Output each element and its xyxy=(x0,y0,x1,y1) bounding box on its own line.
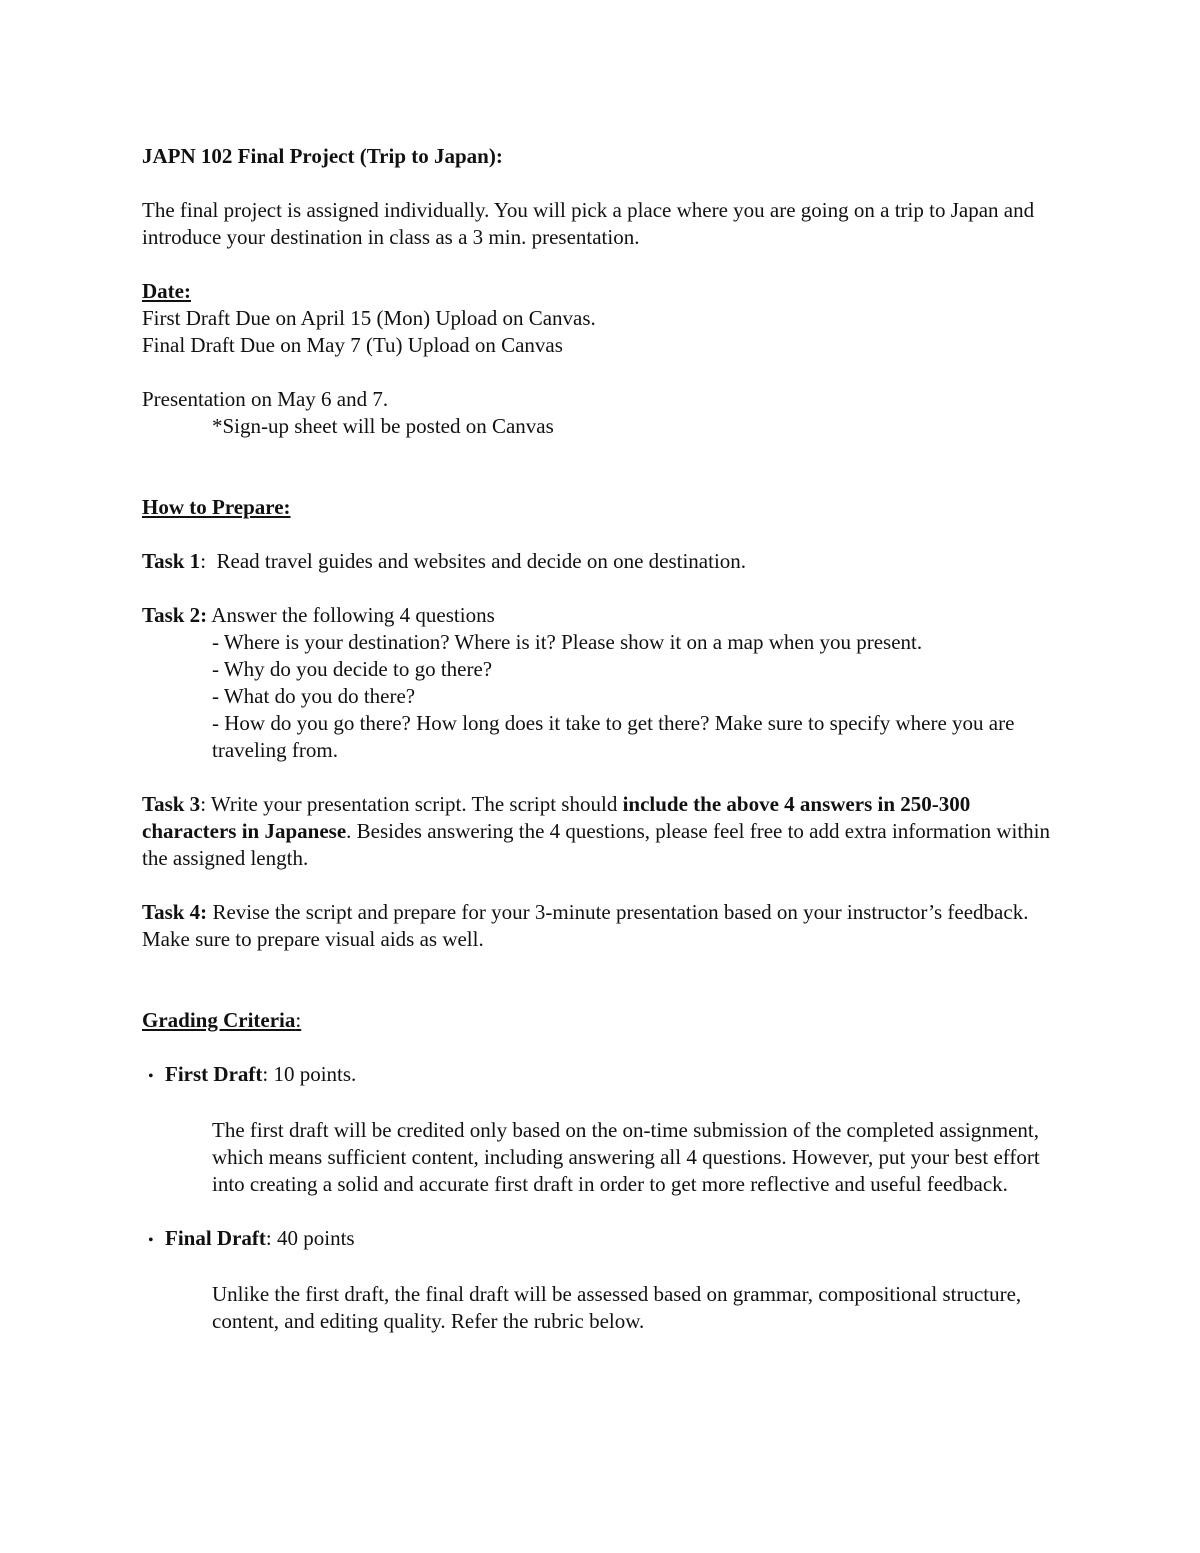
task-3 xyxy=(142,791,1062,872)
task-4-label: Task 4: xyxy=(142,900,208,924)
grading-item-description: Unlike the first draft, the final draft will be assessed based on grammar, compositional structure, content, and editing quality. Refer the rubric below. xyxy=(212,1282,1022,1333)
intro-paragraph: The final project is assigned individually. You will pick a place where you are going on a trip to Japan and introduce your destination in class as a 3 min. presentation. xyxy=(142,198,1035,249)
task-3-label: Task 3 xyxy=(142,792,201,816)
task-3-text-b: . Besides answering the 4 questions, please feel free to add extra information within the assigned length. xyxy=(142,819,1051,870)
task-2-question: - How do you go there? How long does it take to get there? Make sure to specify where you are traveling from. xyxy=(212,711,1015,762)
final-draft-due: Final Draft Due on May 7 (Tu) Upload on Canvas xyxy=(142,333,563,357)
bullet-icon: • xyxy=(148,1232,154,1249)
document-title: JAPN 102 Final Project (Trip to Japan): xyxy=(142,144,503,168)
task-2-label: Task 2: xyxy=(142,603,208,627)
grading-item-value: : 40 points xyxy=(265,1226,355,1250)
task-4-text: Revise the script and prepare for your 3-minute presentation based on your instructor’s feedback. Make sure to prepare visual aids as well. xyxy=(142,900,1034,951)
prepare-heading: How to Prepare: xyxy=(142,495,291,519)
task-4 xyxy=(142,899,1062,953)
first-draft-due: First Draft Due on April 15 (Mon) Upload on Canvas. xyxy=(142,306,596,330)
task-2-question: - What do you do there? xyxy=(212,684,416,708)
date-heading: Date: xyxy=(142,279,191,303)
grading-colon: : xyxy=(295,1008,302,1032)
grading-item-label: First Draft xyxy=(165,1062,263,1086)
grading-item-description: The first draft will be credited only based on the on-time submission of the completed assignment, which means sufficient content, including answering all 4 questions. However, put your best effort into creating a solid and accurate first draft in order to get more reflective and useful feedback. xyxy=(212,1118,1040,1196)
task-2 xyxy=(142,602,1062,629)
grading-heading-line xyxy=(142,1007,1062,1034)
grading-item-first-draft xyxy=(142,1061,1062,1090)
grading-item-final-draft xyxy=(142,1225,1062,1254)
task-1-sep: : xyxy=(200,549,207,573)
task-1 xyxy=(142,548,1062,575)
signup-note: *Sign-up sheet will be posted on Canvas xyxy=(212,414,554,438)
document-page xyxy=(142,143,1062,1335)
task-2-text: Answer the following 4 questions xyxy=(207,603,495,627)
presentation-date: Presentation on May 6 and 7. xyxy=(142,387,389,411)
task-3-text-a: : Write your presentation script. The script should xyxy=(200,792,623,816)
grading-heading: Grading Criteria xyxy=(142,1008,296,1032)
grading-item-value: : 10 points. xyxy=(262,1062,357,1086)
task-2-question: - Why do you decide to go there? xyxy=(212,657,493,681)
task-3-bold: include the above 4 answers in 250-300 characters in Japanese xyxy=(142,792,971,843)
grading-item-label: Final Draft xyxy=(165,1226,266,1250)
bullet-icon: • xyxy=(148,1068,154,1085)
task-1-text: Read travel guides and websites and decide on one destination. xyxy=(206,549,747,573)
task-2-question: - Where is your destination? Where is it? Please show it on a map when you present. xyxy=(212,630,923,654)
task-1-label: Task 1 xyxy=(142,549,201,573)
